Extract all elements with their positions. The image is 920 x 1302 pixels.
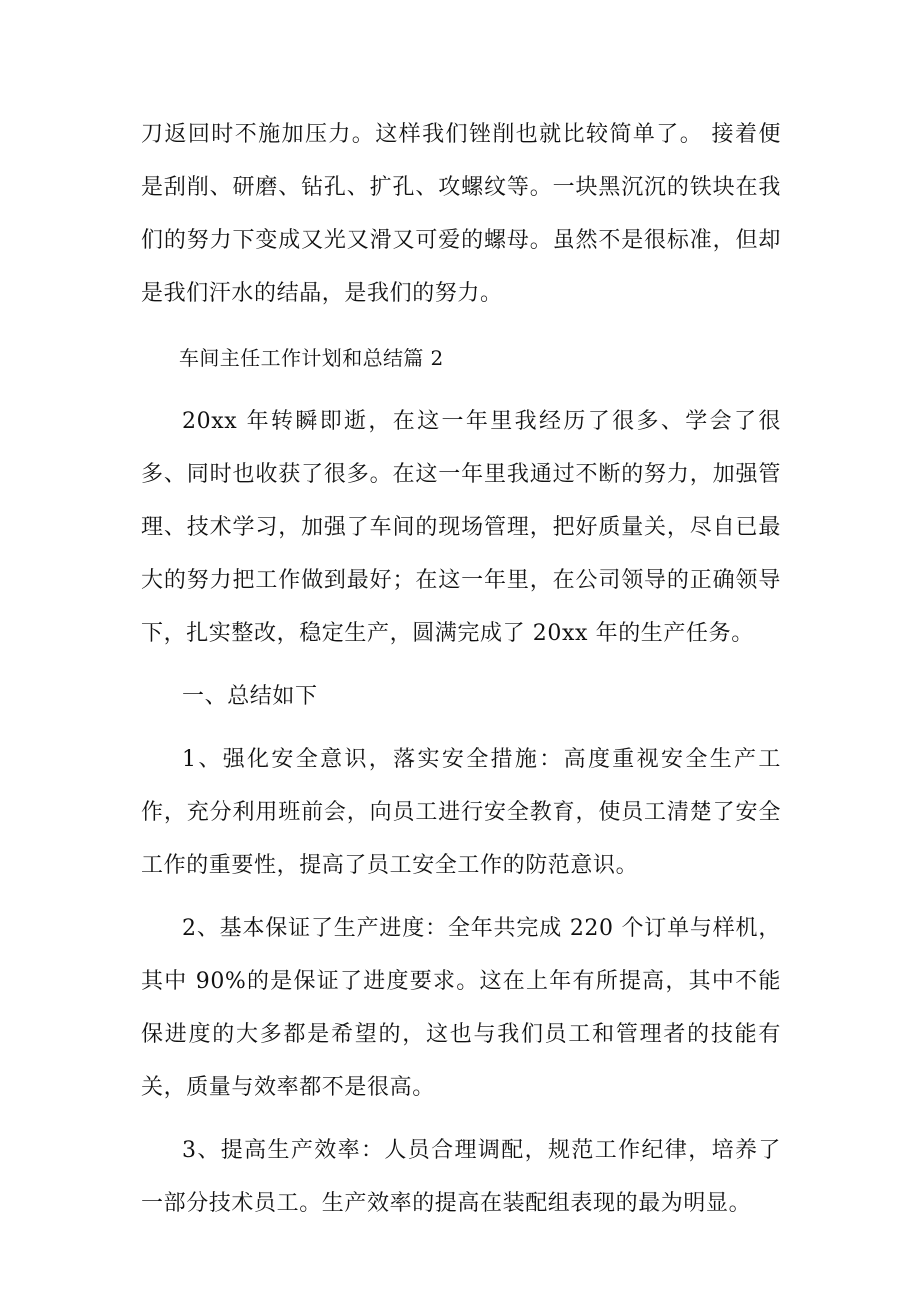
summary-item-1: 1、强化安全意识，落实安全措施：高度重视安全生产工作，充分利用班前会，向员工进行安全教育，使员工清楚了安全工作的重要性，提高了员工安全工作的防范意识。 bbox=[141, 747, 781, 878]
summary-heading: 一、总结如下 bbox=[182, 684, 318, 709]
paragraph-continuation: 刀返回时不施加压力。这样我们锉削也就比较简单了。 接着便是刮削、研磨、钻孔、扩孔、攻螺纹等。一块黑沉沉的铁块在我们的努力下变成又光又滑又可爱的螺母。虽然不是很标准，但却是我们汗水的结晶，是我们的努力。 bbox=[141, 122, 781, 306]
document-body bbox=[141, 108, 781, 1230]
section-heading: 车间主任工作计划和总结篇 2 bbox=[179, 346, 444, 370]
summary-item-3: 3、提高生产效率：人员合理调配，规范工作纪律，培养了一部分技术员工。生产效率的提高在装配组表现的最为明显。 bbox=[141, 1138, 781, 1216]
paragraph-intro: 20xx 年转瞬即逝，在这一年里我经历了很多、学会了很多、同时也收获了很多。在这一年里我通过不断的努力，加强管理、技术学习，加强了车间的现场管理，把好质量关，尽自已最大的努力把工作做到最好；在这一年里，在公司领导的正确领导下，扎实整改，稳定生产，圆满完成了 20xx 年的生产任务。 bbox=[141, 409, 781, 646]
summary-item-2: 2、基本保证了生产进度：全年共完成 220 个订单与样机，其中 90%的是保证了进度要求。这在上年有所提高，其中不能保进度的大多都是希望的，这也与我们员工和管理者的技能有关，质量与效率都不是很高。 bbox=[141, 916, 781, 1100]
